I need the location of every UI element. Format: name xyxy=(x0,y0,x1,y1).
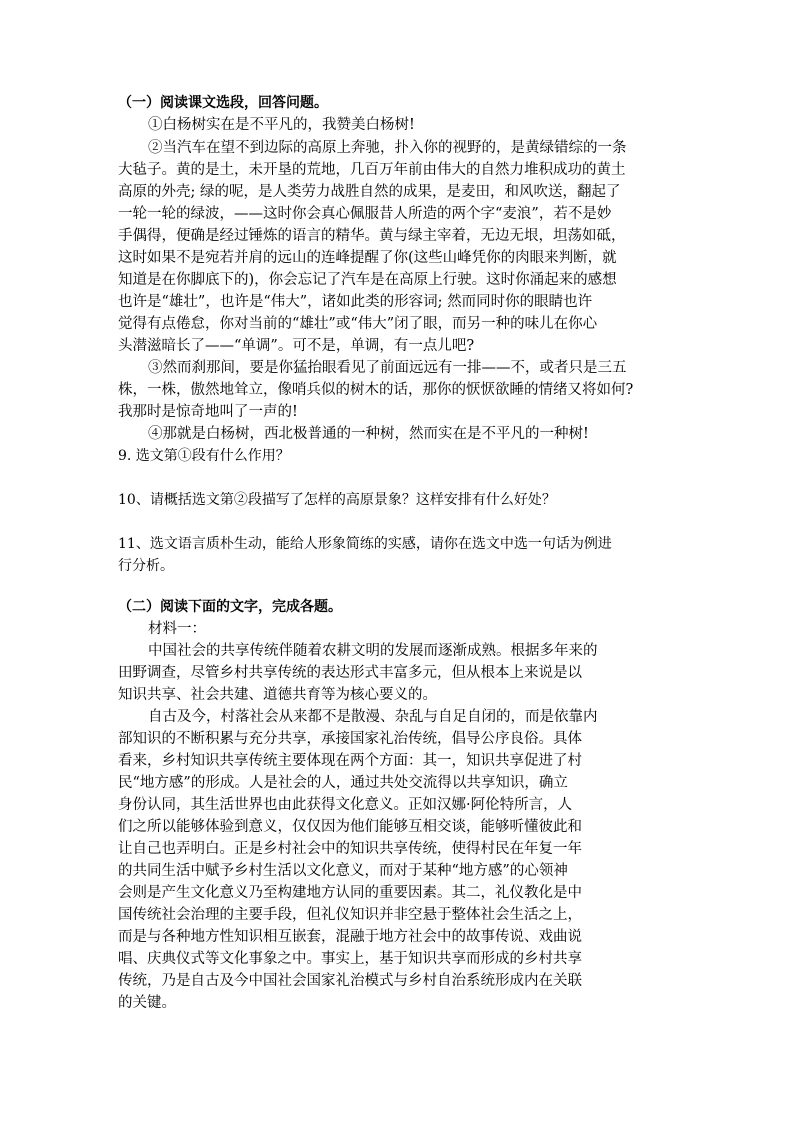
material-line: 看来，乡村知识共享传统主要体现在两个方面：其一，知识共享促进了村 xyxy=(118,753,582,769)
passage-paragraph-3: ③然而刹那间，要是你猛抬眼看见了前面远远有一排——不，或者只是三五 xyxy=(148,360,627,376)
question-11: 11、选文语言质朴生动，能给人形象简练的实感，请你在选文中选一句话为例进 xyxy=(118,536,612,552)
material-line: 传统，乃是自古及今中国社会国家礼治模式与乡村自治系统形成内在关联 xyxy=(118,973,582,989)
material-line: 的共同生活中赋予乡村生活以文化意义，而对于某种“地方感”的心领神 xyxy=(118,863,568,879)
passage-line: 高原的外壳; 绿的呢，是人类劳力战胜自然的成果，是麦田，和风吹送，翻起了 xyxy=(118,184,621,200)
question-11-continued: 行分析。 xyxy=(118,558,174,574)
material-line: 而是与各种地方性知识相互嵌套，混融于地方社会中的故事传说、戏曲说 xyxy=(118,929,582,945)
question-10: 10、请概括选文第②段描写了怎样的高原景象？这样安排有什么好处？ xyxy=(118,492,556,508)
material-line: 身份认同，其生活世界也由此获得文化意义。正如汉娜·阿伦特所言，人 xyxy=(118,797,573,813)
section-1-heading: （一）阅读课文选段，回答问题。 xyxy=(118,95,328,111)
material-line: 国传统社会治理的主要手段，但礼仪知识并非空悬于整体社会生活之上， xyxy=(118,907,582,923)
material-line: 们之所以能够体验到意义，仅仅因为他们能够互相交谈，能够听懂彼此和 xyxy=(118,819,582,835)
passage-line: 株，一株，傲然地耸立，像哨兵似的树木的话，那你的恹恹欲睡的情绪又将如何? xyxy=(118,382,634,398)
passage-paragraph-1: ①白杨树实在是不平凡的，我赞美白杨树! xyxy=(148,117,415,133)
material-line: 唱、庆典仪式等文化事象之中。事实上，基于知识共享而形成的乡村共享 xyxy=(118,951,582,967)
passage-line: 头潜滋暗长了——“单调”。可不是，单调，有一点儿吧? xyxy=(118,338,475,354)
section-2-heading: （二）阅读下面的文字，完成各题。 xyxy=(118,599,342,615)
question-9: 9. 选文第①段有什么作用？ xyxy=(118,448,290,464)
passage-line: 大毡子。黄的是土，未开垦的荒地，几百万年前由伟大的自然力堆积成功的黄土 xyxy=(118,162,626,178)
material-line: 民“地方感”的形成。人是社会的人，通过共处交流得以共享知识，确立 xyxy=(118,775,568,791)
material-line: 会则是产生文化意义乃至构建地方认同的重要因素。其二，礼仪教化是中 xyxy=(118,885,582,901)
passage-line: 这时如果不是宛若并肩的远山的连峰提醒了你(这些山峰凭你的肉眼来判断，就 xyxy=(118,250,617,266)
material-label: 材料一： xyxy=(148,621,206,637)
material-line: 的关键。 xyxy=(118,995,176,1011)
passage-line: 一轮一轮的绿波，——这时你会真心佩服昔人所造的两个字“麦浪”，若不是妙 xyxy=(118,206,612,222)
passage-line: 知道是在你脚底下的)，你会忘记了汽车是在高原上行驶。这时你涌起来的感想 xyxy=(118,272,617,288)
passage-line: 手偶得，便确是经过锤炼的语言的精华。黄与绿主宰着，无边无垠，坦荡如砥， xyxy=(118,228,626,244)
material-line: 知识共享、社会共建、道德共育等为核心要义的。 xyxy=(118,687,437,703)
passage-line: ②当汽车在望不到边际的高原上奔驰，扑入你的视野的，是黄绿错综的一条 xyxy=(148,140,627,156)
material-line: 田野调查，尽管乡村共享传统的表达形式丰富多元，但从根本上来说是以 xyxy=(118,665,582,681)
passage-line: 觉得有点倦怠，你对当前的“雄壮”或“伟大”闭了眼，而另一种的味儿在你心 xyxy=(118,316,598,332)
material-line: 让自己也弄明白。正是乡村社会中的知识共享传统，使得村民在年复一年 xyxy=(118,841,582,857)
passage-paragraph-4: ④那就是白杨树，西北极普通的一种树，然而实在是不平凡的一种树! xyxy=(148,426,589,442)
material-paragraph-1: 中国社会的共享传统伴随着农耕文明的发展而逐渐成熟。根据多年来的 xyxy=(148,643,598,659)
passage-line: 也许是“雄壮”，也许是“伟大”，诸如此类的形容词; 然而同时你的眼睛也许 xyxy=(118,294,593,310)
passage-line: 我那时是惊奇地叫了一声的! xyxy=(118,404,298,420)
material-line: 部知识的不断积累与充分共享，承接国家礼治传统，倡导公序良俗。具体 xyxy=(118,731,582,747)
material-paragraph-2: 自古及今，村落社会从来都不是散漫、杂乱与自足自闭的，而是依靠内 xyxy=(148,709,598,725)
